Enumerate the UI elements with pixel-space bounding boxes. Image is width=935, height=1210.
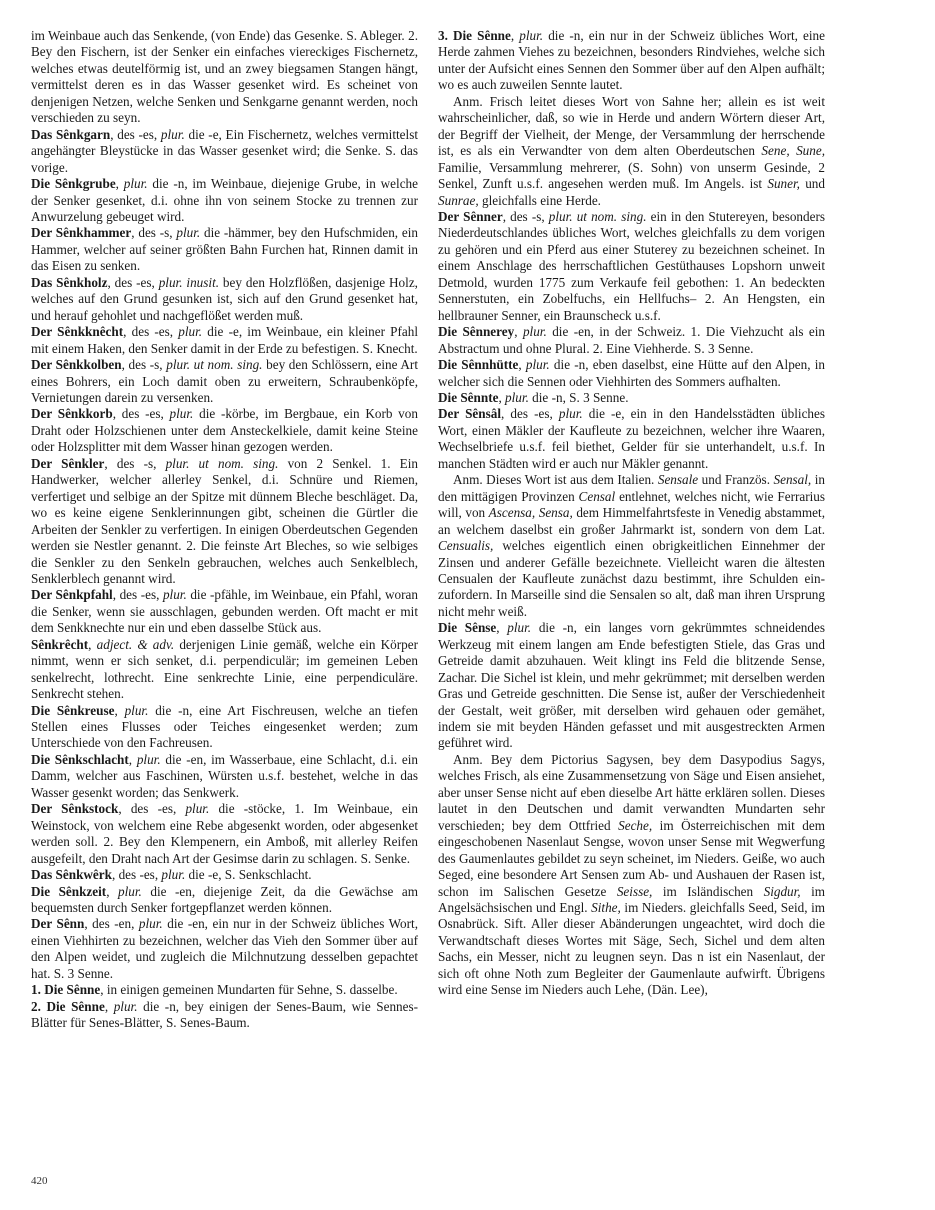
dictionary-entry bbox=[438, 28, 825, 94]
italic-term: Seche, bbox=[618, 817, 653, 833]
dictionary-entry bbox=[31, 916, 418, 982]
headword: Der Sênkknêcht bbox=[31, 324, 124, 340]
annotation-paragraph bbox=[438, 472, 825, 620]
entry-text: , bbox=[104, 998, 114, 1014]
entry-text: dem Himmelfahrtsfeste in Venedig abstammet, an welchem daselbst ein großer Jahrmarkt ist, sondern von dem Lat. bbox=[438, 505, 825, 537]
italic-term: Censualis, bbox=[438, 538, 494, 554]
entry-text: , des -es, bbox=[112, 406, 170, 422]
entry-text: , bbox=[106, 883, 119, 899]
italic-term: plur. bbox=[522, 324, 547, 340]
entry-text: , des -es, bbox=[111, 867, 162, 883]
headword: Der Sênkkorb bbox=[31, 406, 113, 422]
entry-text: die -e, im Weinbaue, ein kleiner Pfahl mit einem Haken, den Senker damit in der Erde zu befestigen. S. Knecht. bbox=[31, 324, 418, 356]
italic-term: plur. ut nom. sing. bbox=[548, 208, 647, 224]
headword: 2. Die Sênne bbox=[31, 998, 105, 1014]
entry-text: bey den Holzflößen, dasjenige Holz, welches auf den Grund gesunken ist, sich auf den Grund gesenket hat, und herauf gehohlet und nachgeflößet werden muß. bbox=[31, 274, 418, 323]
italic-term: plur. bbox=[161, 867, 186, 883]
entry-text: von 2 Senkel. 1. Ein Handwerker, welcher allerley Senkel, d.i. Schnüre und Riemen, verfertiget und selbige an der Spitze mit dünnem Bleche beschläget. Da, wo es keine eigene Senklerinnungen gibt, scheinen die Gürtler die Arbeiten der Senkler zu verfertigen. In einigen Oberdeutschen Gegenden werden sie Nestler genannt. 2. Die feinste Art Bleches, so wie selbiges die Senkler zu den Senkeln gebrauchen, welches auch Senkelblech, Senklerblech genannt wird. bbox=[31, 455, 418, 586]
headword: Der Sênkkolben bbox=[31, 357, 122, 373]
dictionary-entry bbox=[31, 587, 418, 636]
entry-text: die -n, bey einigen der Senes-Baum, wie Sennes-Blätter für Senes-Blätter, S. Senes-Baum. bbox=[31, 998, 419, 1031]
entry-text: die -körbe, im Bergbaue, ein Korb von Draht oder Holzschienen unter dem Ansteckelkiele, damit keine Steine oder Holzsplitter mit dem Wasser hinan gezogen werden. bbox=[31, 406, 418, 455]
italic-term: plur. bbox=[507, 620, 532, 636]
italic-term: Sensale bbox=[657, 472, 699, 488]
dictionary-entry bbox=[31, 456, 418, 588]
italic-term: plur. bbox=[558, 406, 583, 422]
headword: 1. Die Sênne bbox=[31, 982, 101, 998]
italic-term: Sene, Sune, bbox=[761, 143, 826, 159]
headword: Die Sênkreuse bbox=[31, 702, 115, 718]
entry-text: , bbox=[496, 620, 508, 636]
entry-text: , des -es, bbox=[501, 406, 559, 422]
dictionary-entry bbox=[31, 176, 418, 225]
dictionary-entry bbox=[31, 357, 418, 406]
entry-text: , des -es, bbox=[110, 126, 161, 142]
entry-text: , des -es, bbox=[107, 274, 159, 290]
dictionary-entry bbox=[31, 127, 418, 176]
headword: Der Sênkler bbox=[31, 455, 105, 471]
dictionary-entry bbox=[31, 801, 418, 867]
entry-text: , des -es, bbox=[112, 587, 163, 603]
entry-text: bey den Schlössern, eine Art eines Bohrers, ein Loch damit oben zu erweitern, Schraubenköpfe, Vernietungen darein zu versenken. bbox=[31, 357, 418, 405]
entry-text: Anm. Bey dem Pictorius Sagysen, bey dem Dasypodius Sagys, welches Frisch, als eine Zusammensetzung von Säge und Eisen ansiehet, aber unser Sense nicht auf eben dieselbe Art hätte erklären sollen. Dieses lautet in den Deutschen und damit verwandten Mundarten sehr verschieden; bey dem Ottfried bbox=[438, 751, 825, 833]
entry-text: und bbox=[799, 176, 825, 192]
entry-text: , des -es, bbox=[123, 324, 179, 340]
entry-text: , des -s, bbox=[502, 208, 549, 224]
entry-text: die -hämmer, bey den Hufschmiden, ein Hammer, welcher auf seiner größten Bahn Furchen hat, Rinnen damit in das Eisen zu senken. bbox=[31, 225, 418, 274]
entry-text: derjenigen Linie gemäß, welche ein Körper nimmt, wenn er sich senket, d.i. perpendiculär; im gemeinen Leben senkelrecht, lothrecht. Eine senkrechte Linie, eine perpendiculäre. Senkrecht stehen. bbox=[31, 636, 419, 702]
headword: Das Sênkholz bbox=[31, 274, 108, 290]
entry-text: im Isländischen bbox=[652, 883, 764, 899]
dictionary-entry bbox=[438, 390, 825, 406]
entry-text: die -e, ein in den Handelsstädten übliches Wort, einen Mäkler der Kaufleute zu bezeichnen, welcher ihre Waaren, Wechselbriefe u.s.f. feil biethet, Gelder für sie unterhandelt, u.s.f. In manchen Städten wird er auch nur Mäkler genannt. bbox=[438, 406, 825, 471]
entry-text: die -en, ein nur in der Schweiz übliches Wort, einen Viehhirten zu bezeichnen, welcher das Vieh den Sommer über auf den Alpen weidet, und zugleich die Milchnutzung desselben gepachtet hat. S. 3 Senne. bbox=[31, 916, 418, 981]
dictionary-entry bbox=[31, 999, 418, 1032]
entry-text: die -pfähle, im Weinbaue, ein Pfahl, woran die Senker, wenn sie ausschlagen, gebunden werden. Oft macht er mit dem Senkknechte nur ein und eben dasselbe Stück aus. bbox=[31, 587, 418, 636]
italic-term: plur. bbox=[113, 998, 138, 1014]
headword: Der Sênn bbox=[31, 916, 85, 932]
dictionary-entry bbox=[31, 406, 418, 455]
entry-text: , des -es, bbox=[118, 801, 186, 817]
dictionary-entry bbox=[31, 884, 418, 917]
dictionary-entry bbox=[31, 225, 418, 274]
entry-text: , des -s, bbox=[131, 225, 177, 241]
italic-term: plur. bbox=[123, 176, 148, 192]
italic-term: plur. ut nom. sing. bbox=[165, 455, 279, 471]
entry-text: die -e, Ein Fischernetz, welches vermittelst angehängter Bleystücke in das Wasser gesenket wird; die Senke. S. das vorige. bbox=[31, 126, 418, 175]
entry-text: Anm. Frisch leitet dieses Wort von Sahne her; allein es ist weit wahrscheinlicher, daß, so wie in Herde und andern Wörtern dieser Art, der Begriff der Vielheit, der Menge, der Versammlung der herrschende ist, es als ein Verwandter von dem alten Oberdeutschen bbox=[438, 93, 825, 159]
entry-text: im Österreichischen mit dem eingeschobenen Nasenlaut Sengse, wovon unser Sense mit Wegwerfung des Gaumenlautes gebildet zu seyn scheinet, im Nieders. Geiße, wo auch Seged, eine besondere Art Sensen zum Ab- und Aushauen der Rasen ist, schon im Salischen Gesetze bbox=[438, 817, 825, 899]
entry-text: , bbox=[510, 28, 520, 43]
italic-term: plur. bbox=[519, 28, 544, 43]
right-column bbox=[438, 28, 825, 999]
entry-text: die -en, in der Schweiz. 1. Die Viehzucht als ein Abstractum und ohne Plural. 2. Eine Viehherde. S. 3 Senne. bbox=[438, 324, 826, 356]
italic-term: Sunrae, bbox=[438, 192, 479, 208]
dictionary-entry bbox=[438, 324, 825, 357]
italic-term: plur. bbox=[124, 702, 149, 718]
italic-term: Censal bbox=[578, 488, 616, 504]
headword: Der Sênkpfahl bbox=[31, 587, 113, 603]
italic-term: Sithe, bbox=[591, 900, 621, 916]
headword: Das Sênkwêrk bbox=[31, 867, 112, 883]
entry-text: und Französ. bbox=[698, 472, 774, 488]
entry-text: , bbox=[514, 324, 523, 340]
headword: Die Sênnte bbox=[438, 389, 499, 405]
italic-term: Sensal, bbox=[773, 472, 812, 488]
entry-text: , bbox=[498, 389, 506, 405]
italic-term: plur. bbox=[162, 587, 187, 603]
headword: Die Sênse bbox=[438, 620, 497, 636]
entry-text: die -n, ein nur in der Schweiz übliches Wort, eine Herde zahmen Viehes zu bezeichnen, besonders Rindviehes, welche sich unter der Aufsicht eines Sennen den Sommer über auf den Alpen aufhält; wo es auch zuweilen Sennte lautet. bbox=[438, 28, 826, 93]
headword: Die Sênnhütte bbox=[438, 357, 519, 373]
annotation-paragraph bbox=[438, 94, 825, 209]
entry-text: in den mittägigen Provinzen bbox=[438, 472, 825, 504]
entry-text: , bbox=[88, 636, 97, 652]
entry-text: Anm. Dieses Wort ist aus dem Italien. bbox=[453, 472, 658, 488]
entry-text: , des -en, bbox=[84, 916, 139, 932]
entry-text: im Weinbaue auch das Senkende, (von Ende) das Gesenke. S. Ableger. 2. Bey den Fischern, ist der Senker ein einfaches viereckiges Fischernetz, welches etwas deutelförmig ist, und an zwey biegsamen Stangen hängt, vermittelst deren es in das Wasser gesenket wird. Es scheinet von denjenigen Netzen, welche Senken und Senkgarne genannt werden, noch verschieden zu seyn. bbox=[31, 28, 418, 126]
dictionary-entry bbox=[31, 28, 418, 127]
entry-text: welches eigentlich einen obrigkeitlichen Einnehmer der Zinsen und anderer Gefälle bezeichnete. Vielleicht waren die ältesten Censualen der Kaufleute zunächst dazu bestimmt, ihre Schulden einzufordern. In Marseille sind die Sensalen so alt, daß man ihren Ursprung nicht mehr weiß. bbox=[438, 538, 825, 619]
italic-term: plur. bbox=[176, 225, 201, 241]
dictionary-entry bbox=[438, 357, 825, 390]
italic-term: plur. bbox=[118, 883, 142, 899]
entry-text: , bbox=[128, 751, 137, 767]
left-column bbox=[31, 28, 418, 1032]
entry-text: ein in den Stutereyen, besonders Niederdeutschlandes übliches Wort, welches gleichfalls zu dem vorigen zu gehören und ein Pferd aus einer Stuterey zu bezeichnen scheinet. In einem Anschlage des herrschaftlichen Gestüthauses Lopshorn unweit Detmold, wurden 1775 zum Verkaufe feil gebothen: 1. An bedeckten Sennerstuten, ein Zobelfuchs, ein Hellfuchs– 2. An Hengsten, ein hellbrauner Senner, ein Braunscheck u.s.f. bbox=[438, 208, 825, 323]
entry-text: im Angelsächsischen und Engl. bbox=[438, 883, 825, 916]
italic-term: Seisse, bbox=[616, 883, 653, 899]
entry-text: die -n, eben daselbst, eine Hütte auf den Alpen, in welcher sich die Sennen oder Viehhirten des Sommers aufhalten. bbox=[438, 357, 825, 389]
italic-term: plur. bbox=[525, 357, 550, 373]
headword: Sênkrêcht bbox=[31, 636, 89, 652]
entry-text: die -stöcke, 1. Im Weinbaue, ein Weinstock, von welchem eine Rebe abgesenkt worden, oder abgesenket werden soll. 2. Bey den Klempenern, ein Amboß, mit allerley Reifen ausgefeilt, den Draht nach Art der Gesimse darin zu schlagen. S. Senke. bbox=[31, 801, 418, 866]
dictionary-entry bbox=[31, 275, 418, 324]
dictionary-entry bbox=[438, 620, 825, 752]
headword: Das Sênkgarn bbox=[31, 126, 111, 142]
italic-term: Ascensa, Sensa, bbox=[488, 505, 573, 521]
italic-term: plur. bbox=[178, 324, 203, 340]
italic-term: plur. bbox=[160, 126, 185, 142]
entry-text: die -en, diejenige Zeit, da die Gewächse am bequemsten durch Senker fortgepflanzet werden können. bbox=[31, 883, 418, 916]
dictionary-entry bbox=[31, 752, 418, 801]
entry-text: , in einigen gemeinen Mundarten für Sehne, S. dasselbe. bbox=[100, 982, 398, 998]
entry-text: die -n, im Weinbaue, diejenige Grube, in welche der Senker gesenket, d.i. ohne ihn von seinem Stocke zu trennen zur Anwurzelung gebeuget wird. bbox=[31, 176, 418, 224]
headword: Der Sênkhammer bbox=[31, 225, 132, 241]
italic-term: plur. ut nom. sing. bbox=[166, 357, 263, 373]
entry-text: die -n, ein langes vorn gekrümmtes schneidendes Werkzeug mit einem langen am Ende befestigten Stiele, das Gras und Getreide damit abzuhauen. Weit klingt ins Feld die blitzende Sense, Zachar. Die Sichel ist klein, und mehr gekrümmet; mit derselben werden Gras und Getreide geschnitten. Die Sense ist, außer der Verschiedenheit der Gestalt, weit größer, mit derselben wird gehauen oder gemähet, indem sie mit beyden Händen gefasset und mit ausgestreckten Armen geführet wird. bbox=[438, 620, 825, 751]
headword: Der Sênsâl bbox=[438, 406, 502, 422]
headword: Der Sênkstock bbox=[31, 801, 119, 817]
headword: Die Sênkgrube bbox=[31, 176, 116, 192]
entry-text: , bbox=[518, 357, 526, 373]
dictionary-entry bbox=[31, 703, 418, 752]
entry-text: Familie, Versammlung mehrerer, (S. Sohn) von unserm Gesinde, 2 Senkel, Zunft u.s.f. angesehen werden muß. Im Angels. ist bbox=[438, 159, 825, 192]
headword: Der Sênner bbox=[438, 208, 503, 224]
dictionary-entry bbox=[31, 867, 418, 883]
italic-term: Suner, bbox=[767, 176, 800, 192]
dictionary-entry bbox=[438, 406, 825, 472]
dictionary-entry bbox=[438, 209, 825, 324]
italic-term: plur. inusit. bbox=[158, 274, 220, 290]
headword: Die Sênnerey bbox=[438, 324, 515, 340]
italic-term: plur. bbox=[138, 916, 163, 932]
headword: 3. Die Sênne bbox=[438, 28, 511, 43]
entry-text: gleichfalls eine Herde. bbox=[478, 192, 601, 208]
entry-text: die -n, S. 3 Senne. bbox=[528, 389, 629, 405]
entry-text: entlehnet, welches nicht, wie Ferrarius will, von bbox=[438, 488, 825, 521]
italic-term: plur. bbox=[136, 751, 161, 767]
entry-text: , des -s, bbox=[104, 455, 166, 471]
annotation-paragraph bbox=[438, 752, 825, 999]
headword: Die Sênkschlacht bbox=[31, 751, 129, 767]
entry-text: die -en, im Wasserbaue, eine Schlacht, d.i. ein Damm, welcher aus Faschinen, Würsten u.s.f. bestehet, welche in das Wasser gesenkt worden; das Senkwerk. bbox=[31, 751, 418, 800]
italic-term: plur. bbox=[185, 801, 210, 817]
dictionary-entry bbox=[31, 324, 418, 357]
headword: Die Sênkzeit bbox=[31, 883, 107, 899]
entry-text: im Nieders. gleichfalls Seed, Seid, im Osnabrück. Sift. Aller dieser Abänderungen ungeachtet, wird doch die Verwandtschaft dieses Wortes mit Säge, Sech, Sichel und dem alten Sachs, ein Messer, nicht zu leugnen seyn. Das n ist ein Nasenlaut, der sich oft ohne Noth zum Begleiter der Gaumenlaute aufwirft. Übrigens wird eine Sense im Nieders auch Lehe, (Dän. Lee), bbox=[438, 900, 825, 998]
italic-term: adject. & adv. bbox=[96, 636, 175, 652]
entry-text: , bbox=[115, 176, 124, 192]
italic-term: plur. bbox=[505, 389, 529, 405]
dictionary-entry bbox=[31, 637, 418, 703]
italic-term: Sigdur, bbox=[763, 883, 801, 899]
entry-text: , bbox=[114, 702, 125, 718]
dictionary-entry bbox=[31, 982, 418, 998]
entry-text: , des -s, bbox=[121, 357, 167, 373]
entry-text: die -n, eine Art Fischreusen, welche an tiefen Stellen eines Flusses oder Teiches eingesenket werden; zum Unterschiede von den Fachreusen. bbox=[31, 702, 419, 751]
entry-text: die -e, S. Senkschlacht. bbox=[185, 867, 312, 883]
page-number: 420 bbox=[31, 1175, 48, 1187]
italic-term: plur. bbox=[169, 406, 194, 422]
